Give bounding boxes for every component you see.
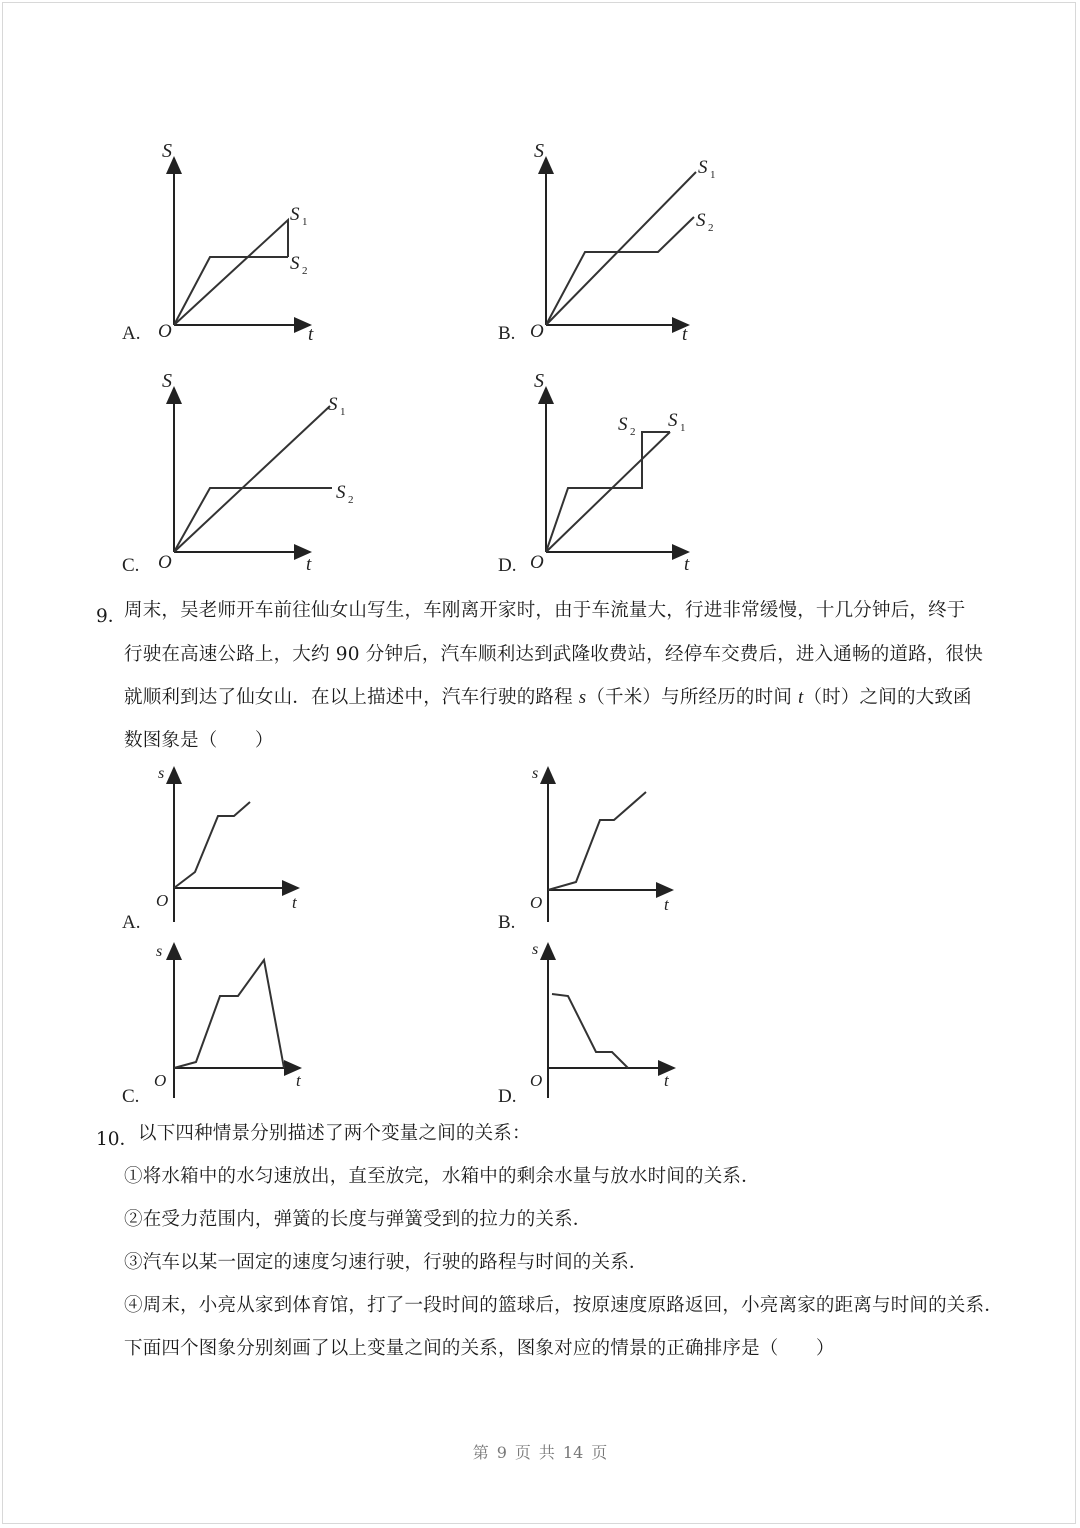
q8-graph-d	[492, 370, 722, 580]
q9-line-3-part-c: （时）之间的大致函	[803, 687, 972, 708]
q9-option-b-label: B.	[498, 912, 516, 933]
q9-var-s: s	[578, 688, 587, 708]
s1-line	[174, 406, 330, 552]
footer-di: 第	[472, 1443, 489, 1462]
origin-label: O	[530, 893, 543, 912]
s2-line	[174, 257, 288, 325]
x-axis-label: t	[292, 893, 297, 912]
q9-graph-b	[514, 762, 694, 912]
q8-option-b-label: B.	[498, 323, 516, 344]
q9-line-3-part-a: 就顺利到达了仙女山．在以上描述中，汽车行驶的路程	[124, 687, 573, 708]
s2-label: S	[696, 210, 706, 231]
q10-item-2: ②在受力范围内，弹簧的长度与弹簧受到的拉力的关系．	[124, 1209, 592, 1230]
s2-subscript: 2	[348, 494, 354, 506]
page-footer	[0, 1440, 1080, 1463]
s1-label: S	[698, 157, 708, 178]
q9-number: 9．	[96, 606, 127, 627]
s2-line	[546, 217, 694, 325]
s2-line	[174, 488, 332, 552]
q9-line-4: 数图象是（ ）	[124, 730, 274, 751]
s1-subscript: 1	[340, 406, 346, 418]
footer-total-pages: 14	[562, 1443, 584, 1462]
origin-label: O	[530, 1071, 543, 1090]
origin-label: O	[158, 552, 172, 573]
q10-number: 10．	[96, 1129, 139, 1150]
s2-subscript: 2	[302, 265, 308, 277]
x-axis-label: t	[664, 1071, 669, 1090]
q9-var-t: t	[798, 688, 804, 708]
q9-option-a-label: A.	[122, 912, 141, 933]
s1-label: S	[290, 204, 300, 225]
x-axis-label: t	[306, 554, 312, 575]
q10-item-4: ④周末，小亮从家到体育馆，打了一段时间的篮球后，按原速度原路返回，小亮离家的距离与时间的关系．	[124, 1295, 1003, 1316]
s2-label: S	[618, 414, 628, 435]
q8-option-c-label: C.	[122, 555, 140, 576]
q10-question: 下面四个图象分别刻画了以上变量之间的关系，图象对应的情景的正确排序是（ ）	[124, 1338, 835, 1359]
q10-item-3: ③汽车以某一固定的速度匀速行驶，行驶的路程与时间的关系．	[124, 1252, 648, 1273]
s1-subscript: 1	[680, 422, 686, 434]
x-axis-label: t	[682, 324, 688, 345]
s1-subscript: 1	[302, 216, 308, 228]
q9-line-3	[124, 689, 972, 708]
q9-option-d-label: D.	[498, 1086, 517, 1107]
y-axis-label: S	[162, 370, 172, 392]
footer-ye: 页	[514, 1443, 531, 1462]
y-axis-label: S	[162, 140, 172, 162]
q9-line-2: 行驶在高速公路上，大约 90 分钟后，汽车顺利达到武隆收费站，经停车交费后，进入通畅的道路，很快	[124, 644, 983, 665]
y-axis-label: s	[532, 765, 539, 782]
s1-label: S	[668, 410, 678, 431]
footer-ye-2: 页	[591, 1443, 608, 1462]
s2-label: S	[290, 253, 300, 274]
s1-line	[174, 220, 288, 325]
q8-graph-c	[120, 370, 370, 580]
s1-line	[546, 172, 696, 325]
y-axis-label: s	[158, 765, 165, 782]
q8-option-d-label: D.	[498, 555, 517, 576]
origin-label: O	[156, 891, 169, 910]
s2-label: S	[336, 482, 346, 503]
origin-label: O	[530, 321, 544, 342]
footer-gong: 共	[538, 1443, 555, 1462]
x-axis-label: t	[684, 554, 690, 575]
x-axis-label: t	[308, 324, 314, 345]
y-axis-label: S	[534, 140, 544, 162]
q8-option-a-label: A.	[122, 323, 141, 344]
origin-label: O	[530, 552, 544, 573]
q9-d-line	[552, 994, 628, 1068]
q9-graph-d	[514, 938, 694, 1088]
x-axis-label: t	[296, 1071, 301, 1090]
q8-graph-b	[492, 140, 732, 350]
s1-label: S	[328, 394, 338, 415]
q9-c-line	[174, 960, 284, 1068]
y-axis-label: s	[532, 941, 539, 958]
y-axis-label: s	[156, 943, 163, 960]
q9-graph-c	[140, 938, 320, 1088]
q8-graph-a	[120, 140, 340, 350]
q9-b-line	[548, 792, 646, 890]
q9-graph-a	[140, 762, 320, 912]
q9-a-line	[174, 802, 250, 888]
footer-page-number: 9	[496, 1443, 507, 1462]
s2-subscript: 2	[630, 426, 636, 438]
s1-line	[546, 432, 670, 552]
s1-subscript: 1	[710, 169, 716, 181]
y-axis-label: S	[534, 370, 544, 392]
origin-label: O	[154, 1071, 167, 1090]
q9-line-3-part-b: （千米）与所经历的时间	[586, 687, 793, 708]
origin-label: O	[158, 321, 172, 342]
s2-subscript: 2	[708, 222, 714, 234]
q9-line-1: 周末，吴老师开车前往仙女山写生，车刚离开家时，由于车流量大，行进非常缓慢，十几分钟后，终于	[124, 600, 966, 621]
x-axis-label: t	[664, 895, 669, 914]
q10-item-1: ①将水箱中的水匀速放出，直至放完，水箱中的剩余水量与放水时间的关系．	[124, 1166, 760, 1187]
q10-intro: 以下四种情景分别描述了两个变量之间的关系：	[138, 1123, 531, 1144]
q9-option-c-label: C.	[122, 1086, 140, 1107]
